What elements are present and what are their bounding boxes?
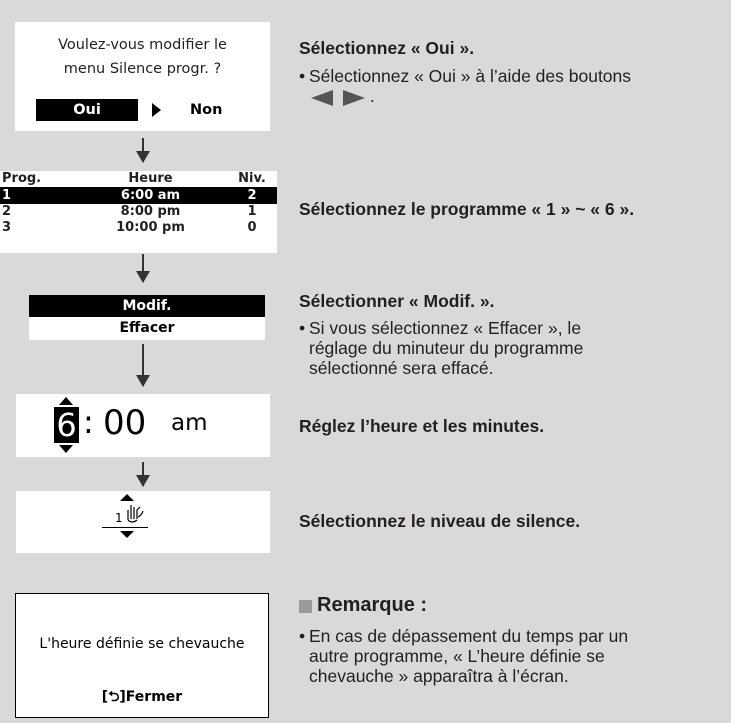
right-arrow-button-icon xyxy=(343,90,365,106)
close-button[interactable]: [⮌]Fermer xyxy=(101,689,183,705)
note-square-icon xyxy=(299,600,312,613)
row1-prog: 1 xyxy=(2,188,12,203)
time-colon: : xyxy=(83,403,94,441)
silent-hand-icon xyxy=(123,502,145,526)
ampm-field: am xyxy=(171,410,208,436)
step1-heading: Sélectionnez « Oui ». xyxy=(299,38,475,58)
note-bullet-line3: chevauche » apparaîtra à l’écran. xyxy=(309,666,569,686)
table-header-row xyxy=(0,171,277,187)
note-bullet-line2: autre programme, « L’heure définie se xyxy=(309,646,605,666)
oui-label: Oui xyxy=(73,102,101,118)
step3-bullet-line3: sélectionné sera effacé. xyxy=(309,358,494,378)
row2-heure: 8:00 pm xyxy=(120,204,181,219)
non-option[interactable] xyxy=(190,99,240,121)
step3-bullet: • Si vous sélectionnez « Effacer », le réglage du minuteur du programme sélectionné sera effacé. xyxy=(299,318,584,378)
program-table xyxy=(0,171,277,236)
step2-heading: Sélectionnez le programme « 1 » ~ « 6 ». xyxy=(299,199,635,219)
overlap-message: L'heure définie se chevauche xyxy=(39,636,245,652)
row3-prog: 3 xyxy=(2,220,12,235)
step1-bullet-text: Sélectionnez « Oui » à l’aide des boutons xyxy=(309,66,632,86)
program-list xyxy=(0,171,277,253)
row3-niv: 0 xyxy=(247,220,257,235)
row3-heure: 10:00 pm xyxy=(116,220,185,235)
dialog-question-line1: Voulez-vous modifier le xyxy=(58,37,227,53)
step1-bullet-end: . xyxy=(369,86,375,106)
menu-item-effacer[interactable]: Effacer xyxy=(119,320,175,336)
level-divider xyxy=(102,527,148,528)
flow-arrow-4 xyxy=(142,462,144,486)
step1-bullet: • Sélectionnez « Oui » à l’aide des boutons xyxy=(299,66,632,86)
step3-heading: Sélectionner « Modif. ». xyxy=(299,291,495,311)
note-bullet: • En cas de dépassement du temps par un autre programme, « L’heure définie se chevauche » apparaîtra à l’écran. xyxy=(299,626,629,686)
note-bullet-line1: En cas de dépassement du temps par un xyxy=(309,626,629,646)
overlap-dialog xyxy=(15,593,269,718)
header-niv: Niv. xyxy=(238,171,266,186)
level-value: 1 xyxy=(115,511,123,525)
header-heure: Heure xyxy=(128,171,173,186)
level-down-arrow-icon[interactable] xyxy=(120,531,134,538)
oui-option[interactable] xyxy=(36,99,138,121)
dialog-question-line2: menu Silence progr. ? xyxy=(63,61,222,77)
hour-down-arrow-icon[interactable] xyxy=(59,445,73,453)
flow-arrow-2 xyxy=(142,254,144,282)
step3-bullet-line2: réglage du minuteur du programme xyxy=(309,338,584,358)
table-row[interactable] xyxy=(0,204,277,220)
minutes-field[interactable]: 00 xyxy=(103,403,147,443)
time-setting-screen xyxy=(16,394,270,457)
confirm-dialog xyxy=(15,22,270,131)
flow-arrow-1 xyxy=(142,138,144,162)
level-up-arrow-icon[interactable] xyxy=(120,494,134,501)
menu-item-modif[interactable]: Modif. xyxy=(29,295,265,317)
row2-niv: 1 xyxy=(247,204,257,219)
step5-heading: Sélectionnez le niveau de silence. xyxy=(299,511,581,531)
hour-up-arrow-icon[interactable] xyxy=(59,397,73,405)
row2-prog: 2 xyxy=(2,204,12,219)
selection-cursor-icon xyxy=(152,103,161,117)
note-heading: Remarque : xyxy=(317,594,428,616)
header-prog: Prog. xyxy=(2,171,42,186)
hour-field[interactable]: 6 xyxy=(54,407,79,443)
left-right-buttons xyxy=(311,86,375,106)
row1-niv: 2 xyxy=(247,188,257,203)
step4-heading: Réglez l’heure et les minutes. xyxy=(299,416,545,436)
table-row[interactable] xyxy=(0,220,277,236)
left-arrow-button-icon xyxy=(311,90,333,106)
flow-arrow-3 xyxy=(142,344,144,386)
non-label: Non xyxy=(190,102,223,118)
table-row[interactable] xyxy=(0,188,277,204)
edit-menu xyxy=(29,295,265,340)
step3-bullet-line1: Si vous sélectionnez « Effacer », le xyxy=(309,318,582,338)
row1-heure: 6:00 am xyxy=(120,188,181,203)
silence-level-screen xyxy=(16,491,270,553)
